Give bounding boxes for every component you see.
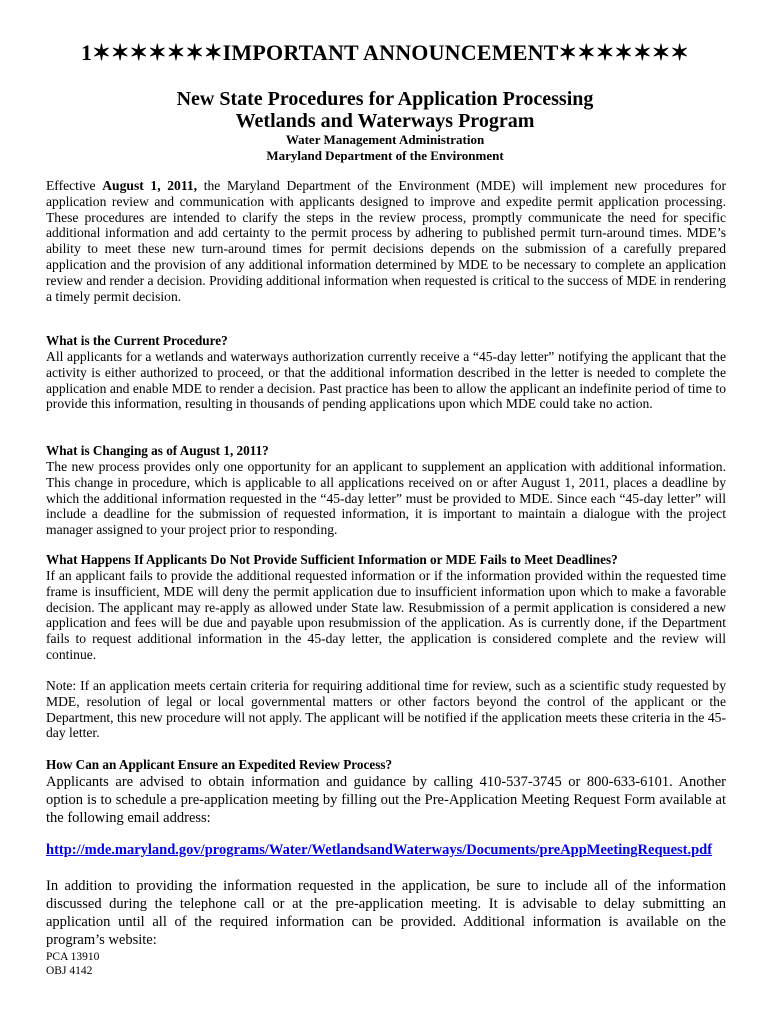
current-procedure-heading: What is the Current Procedure? xyxy=(46,333,228,348)
intro-lead: Effective xyxy=(46,178,103,193)
effective-date: August 1, 2011, xyxy=(102,178,198,193)
note-paragraph: Note: If an application meets certain criteria for requiring additional time for review, such as a scientific study requested by MDE, resolution of legal or local governmental matters or other factors beyond the control of the applicant or the Department, this new procedure will not apply. The applicant will be notified if the application meets these criteria in the 45-day letter. xyxy=(46,678,726,741)
obj-code: OBJ 4142 xyxy=(46,965,93,977)
announcement-banner: 1✶✶✶✶✶✶✶IMPORTANT ANNOUNCEMENT✶✶✶✶✶✶✶ xyxy=(81,40,689,65)
subtitle-department: Maryland Department of the Environment xyxy=(266,148,504,163)
insufficient-info-heading: What Happens If Applicants Do Not Provide Sufficient Information or MDE Fails to Meet Deadlines? xyxy=(46,552,618,567)
changing-heading: What is Changing as of August 1, 2011? xyxy=(46,443,269,458)
intro-paragraph xyxy=(46,178,726,304)
current-procedure-body: All applicants for a wetlands and waterways authorization currently receive a “45-day letter” notifying the applicant that the activity is either authorized to proceed, or that the additional information described in the letter is needed to complete the application and enable MDE to render a decision. Past practice has been to allow the applicant an indefinite period of time to provide this information, resulting in thousands of pending applications upon which MDE could take no action. xyxy=(46,349,726,412)
additional-info-paragraph: In addition to providing the information requested in the application, be sure to include all of the information discussed during the telephone call or at the pre-application meeting. It is advisable to delay submitting an application until all of the required information can be provided. Additional information is available on the program’s website: xyxy=(46,878,726,948)
pre-application-form-link[interactable]: http://mde.maryland.gov/programs/Water/WetlandsandWaterways/Documents/preAppMeetingRequest.pdf xyxy=(46,842,713,858)
intro-rest: the Maryland Department of the Environment (MDE) will implement new procedures for application review and communication with applicants designed to improve and expedite permit application processing. These procedures are intended to clarify the steps in the review process, promptly communicate the need for specific additional information and add certainty to the permit process by adhering to published permit turn-around times. MDE’s ability to meet these new turn-around times for permit decisions depends on the submission of a carefully prepared application and the provision of any additional information determined by MDE to be necessary to complete an application review and render a decision. Providing additional information when requested is critical to the success of MDE in rendering a timely permit decision. xyxy=(46,178,726,304)
title-line-2: Wetlands and Waterways Program xyxy=(235,110,535,132)
subtitle-agency: Water Management Administration xyxy=(285,132,485,147)
expedited-review-heading: How Can an Applicant Ensure an Expedited Review Process? xyxy=(46,757,393,772)
title-line-1: New State Procedures for Application Processing xyxy=(176,88,594,110)
expedited-review-body: Applicants are advised to obtain information and guidance by calling 410-537-3745 or 800-633-6101. Another option is to schedule a pre-application meeting by filling out the Pre-Application Meeting Request Form available at the following email address: xyxy=(46,774,726,826)
changing-body: The new process provides only one opportunity for an applicant to supplement an application with additional information. This change in procedure, which is applicable to all applications received on or after August 1, 2011, places a deadline by which the additional information requested in the “45-day letter” must be provided to MDE. Since each “45-day letter” will include a deadline for the submission of requested information, it is important to maintain a dialogue with the project manager assigned to your project prior to responding. xyxy=(46,459,726,538)
insufficient-info-body: If an applicant fails to provide the additional requested information or if the information provided within the requested time frame is insufficient, MDE will deny the permit application due to insufficient information upon which to make a favorable decision. The applicant may re-apply as allowed under State law. Resubmission of a permit application is considered a new application and fees will be due and payable upon resubmission of the application. As is currently done, if the Department fails to request additional information in the 45-day letter, the application is considered complete and the review will continue. xyxy=(46,568,726,662)
pca-code: PCA 13910 xyxy=(46,951,100,963)
